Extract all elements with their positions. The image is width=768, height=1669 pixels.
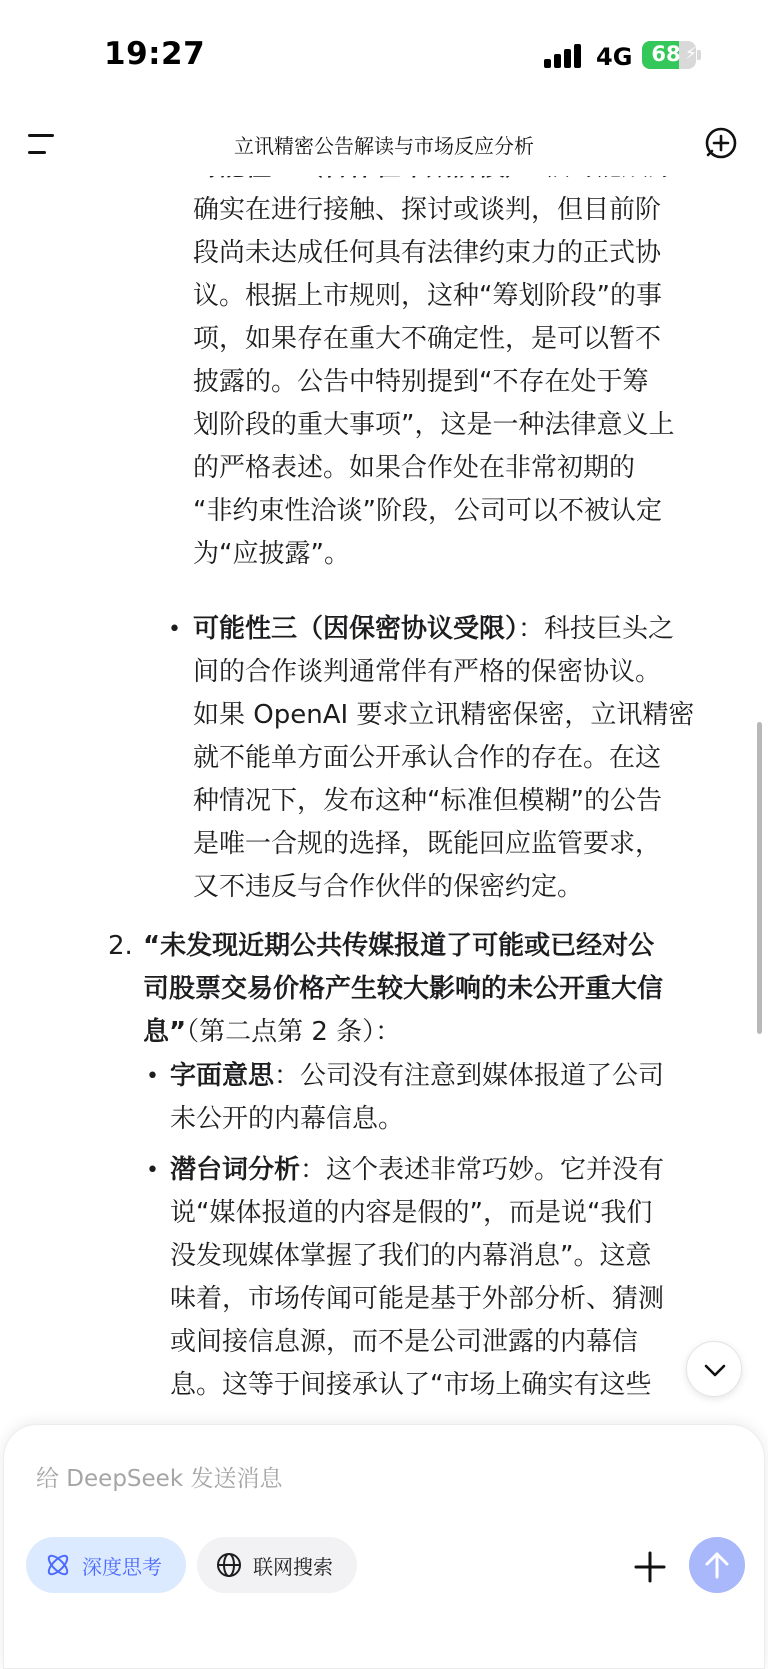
scroll-to-bottom-button[interactable] [686, 1341, 742, 1397]
battery-icon [642, 41, 696, 69]
plus-icon [630, 1547, 670, 1587]
chevron-down-icon [687, 1342, 743, 1398]
item-two-bold-text: “未发现近期公共传媒报道了可能或已经对公 [143, 931, 655, 961]
literal-meaning-line: 未公开的内幕信息。 [170, 1104, 405, 1134]
battery-cap [697, 50, 701, 60]
app-header [0, 112, 768, 176]
new-chat-icon[interactable] [704, 126, 738, 160]
possibility-two-line: 确实在进行接触、探讨或谈判，但目前阶 [193, 195, 662, 225]
possibility-three-line: 间的合作谈判通常伴有严格的保密协议。 [193, 657, 662, 687]
message-input[interactable] [36, 1459, 636, 1499]
literal-meaning-label: 字面意思 [170, 1061, 275, 1091]
possibility-three-label: 可能性三（因保密协议受限） [193, 614, 519, 644]
literal-meaning-text: ：公司没有注意到媒体报道了公司 [274, 1061, 665, 1091]
item-two-heading [143, 925, 758, 1054]
possibility-two-line: 段尚未达成任何具有法律约束力的正式协 [193, 238, 662, 268]
possibility-three-text: ：科技巨头之 [518, 614, 675, 644]
chat-title[interactable]: 立讯精密公告解读与市场反应分析 [234, 134, 534, 158]
possibility-two-line: 为“应披露”。 [193, 539, 350, 569]
possibility-three-paragraph [193, 608, 753, 909]
subtext-analysis-line: 说“媒体报道的内容是假的”，而是说“我们 [170, 1198, 653, 1228]
attach-button[interactable] [630, 1547, 670, 1587]
signal-strength-icon [544, 44, 584, 68]
bullet-marker: • [168, 617, 181, 642]
web-search-label: 联网搜索 [253, 1554, 333, 1579]
network-type: 4G [596, 43, 633, 71]
possibility-two-line: 划阶段的重大事项”，这是一种法律意义上 [193, 410, 675, 440]
possibility-three-first-line [193, 608, 753, 651]
possibility-two-line: 项，如果存在重大不确定性，是可以暂不 [193, 324, 662, 354]
item-two-heading-line [143, 968, 758, 1011]
charging-bolt-icon: ⚡ [685, 44, 697, 64]
possibility-two-line: 议。根据上市规则，这种“筹划阶段”的事 [193, 281, 662, 311]
item-two-bold-text: 司股票交易价格产生较大影响的未公开重大信 [143, 974, 664, 1004]
possibility-two-line: 的严格表述。如果合作处在非常初期的 [193, 453, 636, 483]
deep-think-toggle[interactable] [26, 1537, 186, 1593]
possibility-three-line: 又不违反与合作伙伴的保密约定。 [193, 872, 584, 902]
scrollbar[interactable] [757, 722, 762, 1034]
item-two-heading-line [143, 1011, 758, 1054]
globe-icon [215, 1551, 243, 1579]
arrow-up-icon [689, 1537, 745, 1593]
deep-think-label: 深度思考 [82, 1554, 162, 1579]
list-item-number: 2. [108, 931, 133, 961]
item-two-heading-line [143, 925, 758, 968]
possibility-two-line: 披露的。公告中特别提到“不存在处于筹 [193, 367, 649, 397]
subtext-analysis-line: 没发现媒体掌握了我们的内幕消息”。这意 [170, 1241, 652, 1271]
item-two-bold-text: 息” [143, 1017, 187, 1047]
web-search-toggle[interactable] [197, 1537, 357, 1593]
subtext-analysis-line: 息。这等于间接承认了“市场上确实有这些 [170, 1370, 652, 1400]
message-composer [3, 1424, 765, 1669]
status-time: 19:27 [104, 36, 206, 72]
bullet-marker: • [146, 1064, 159, 1089]
literal-meaning-paragraph [170, 1055, 755, 1141]
possibility-two-paragraph [193, 150, 753, 576]
possibility-three-line: 就不能单方面公开承认合作的存在。在这 [193, 743, 662, 773]
possibility-three-line: 种情况下，发布这种“标准但模糊”的公告 [193, 786, 662, 816]
possibility-two-line: “非约束性洽谈”阶段，公司可以不被认定 [193, 496, 662, 526]
subtext-analysis-label: 潜台词分析 [170, 1155, 301, 1185]
subtext-analysis-text: ：这个表述非常巧妙。它并没有 [300, 1155, 665, 1185]
subtext-analysis-line: 或间接信息源，而不是公司泄露的内幕信 [170, 1327, 639, 1357]
menu-icon[interactable] [28, 134, 60, 156]
bullet-marker: • [146, 1158, 159, 1183]
possibility-three-line: 是唯一合规的选择，既能回应监管要求， [193, 829, 662, 859]
subtext-analysis-first-line [170, 1149, 755, 1192]
send-button[interactable] [689, 1537, 745, 1593]
chat-message-area[interactable] [0, 150, 768, 1430]
atom-icon [44, 1551, 72, 1579]
battery-percent: 68 [651, 42, 681, 66]
possibility-three-line: 如果 OpenAI 要求立讯精密保密，立讯精密 [193, 700, 695, 730]
literal-meaning-first-line [170, 1055, 755, 1098]
subtext-analysis-line: 味着，市场传闻可能是基于外部分析、猜测 [170, 1284, 665, 1314]
item-two-reference: （第二点第 2 条）： [186, 1017, 402, 1047]
status-bar [0, 0, 768, 112]
subtext-analysis-paragraph [170, 1149, 755, 1407]
